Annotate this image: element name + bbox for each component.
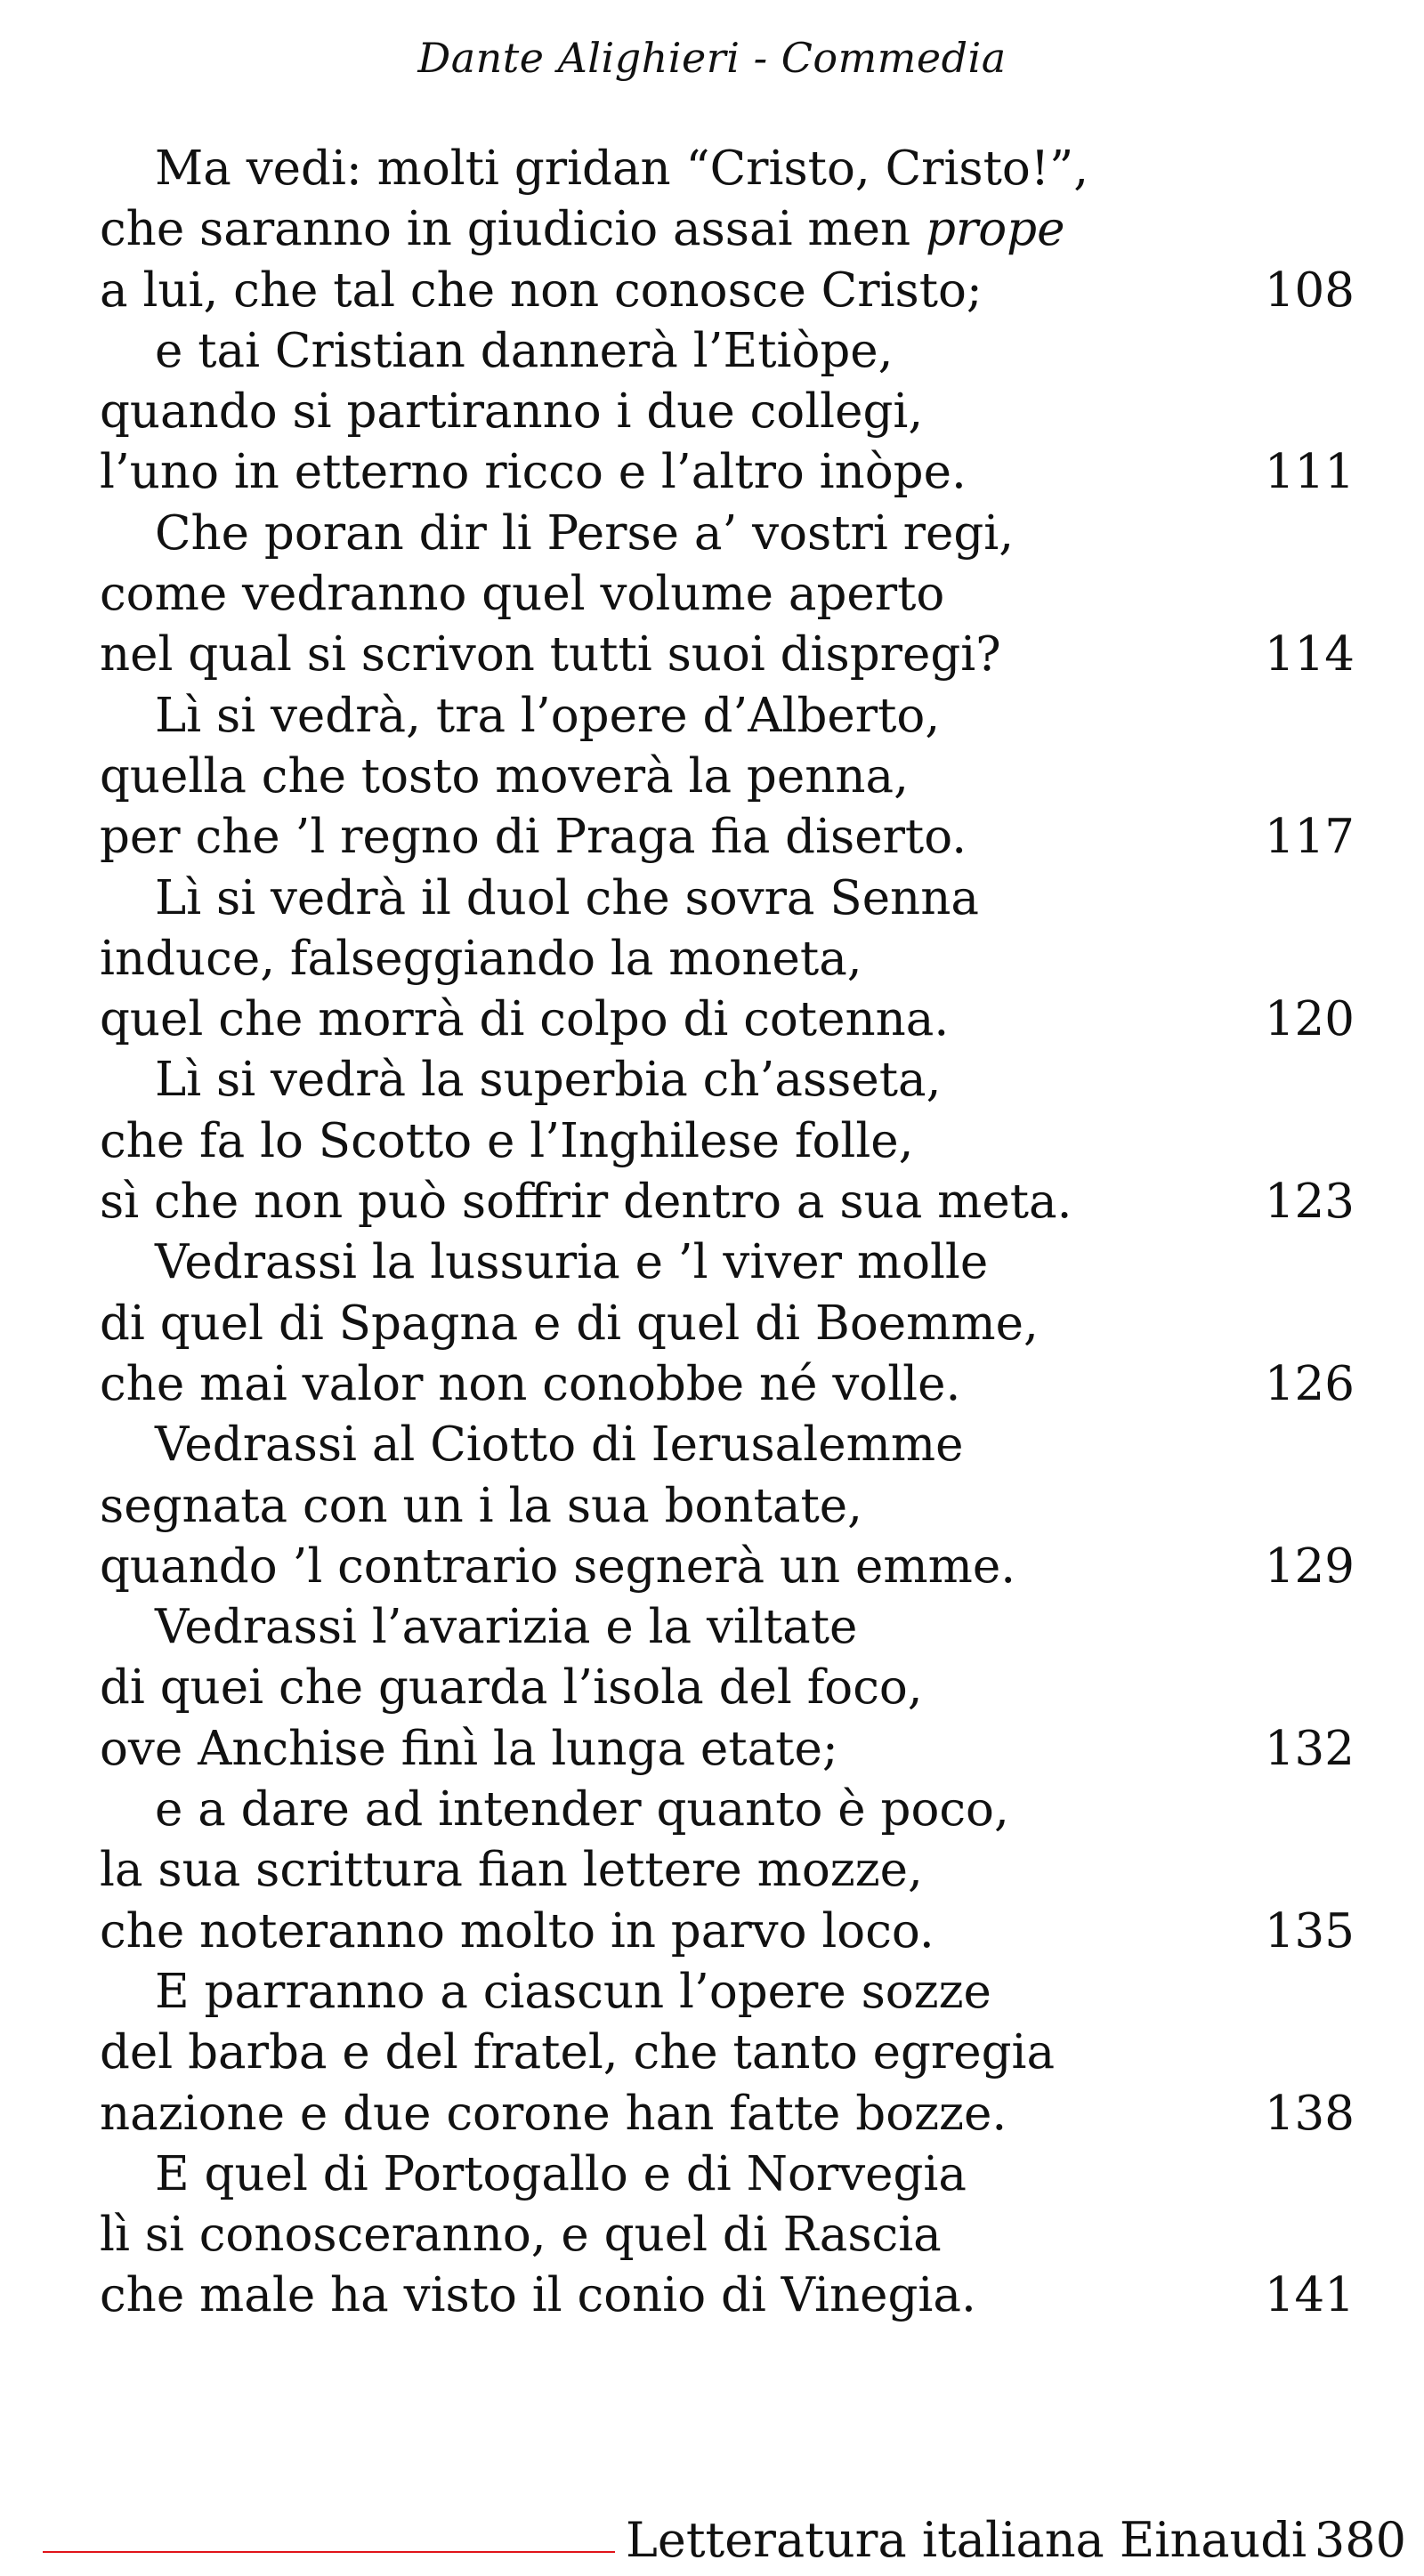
verse-text (100, 263, 983, 318)
verse-text-segment: Lì si vedrà la superbia ch’asseta, (155, 1053, 942, 1108)
verse-text (100, 567, 944, 621)
verse-line (100, 1415, 1257, 1475)
verse-text-segment: che male ha visto il conio di Vinegia. (100, 2268, 976, 2323)
verse-text-segment: a lui, che tal che non conosce Cristo; (100, 262, 983, 318)
verse-text-segment: E quel di Portogallo e di Norvegia (155, 2146, 967, 2201)
verse-text (100, 2268, 976, 2322)
verse-text-segment: Ma vedi: molti gridan “Cristo, Cristo!”, (155, 141, 1089, 196)
verse-text-segment: E parranno a ciascun l’opere sozze (155, 1964, 991, 2019)
poem-body (100, 139, 1355, 2327)
verse-line (100, 2265, 1355, 2326)
verse-line (100, 1476, 1257, 1537)
verse-text (100, 749, 909, 803)
verse-text-segment: Che poran dir li Perse a’ vostri regi, (155, 505, 1015, 561)
verse-line (100, 382, 1257, 442)
verse-line (100, 1111, 1257, 1172)
verse-text-segment: di quel di Spagna e di quel di Boemme, (100, 1296, 1039, 1351)
verse-text (100, 2025, 1055, 2079)
verse-text (100, 689, 940, 743)
line-number: 108 (1264, 262, 1355, 318)
line-number: 135 (1264, 1903, 1355, 1958)
verse-text-segment: la sua scrittura fian lettere mozze, (100, 1843, 923, 1898)
verse-line (100, 1537, 1355, 1597)
verse-text (100, 1417, 963, 1472)
verse-text (100, 1296, 1039, 1351)
verse-text (100, 1904, 934, 1958)
verse-text-segment: per che ’l regno di Praga fia diserto. (100, 810, 967, 865)
line-number: 129 (1264, 1538, 1355, 1594)
verse-text (100, 1539, 1015, 1594)
verse-line (100, 1780, 1257, 1840)
verse-text-segment: nel qual si scrivon tutti suoi dispregi? (100, 627, 1001, 682)
line-number: 123 (1264, 1175, 1355, 1230)
line-number: 117 (1264, 810, 1355, 865)
verse-text (100, 810, 967, 864)
verse-text-segment: e a dare ad intender quanto è poco, (155, 1782, 1009, 1837)
footer-rule (43, 2551, 615, 2553)
verse-text (100, 871, 979, 925)
line-number: 126 (1264, 1356, 1355, 1411)
verse-text-segment: segnata con un i la sua bontate, (100, 1478, 863, 1533)
verse-line (100, 139, 1257, 199)
verse-text (100, 2208, 942, 2262)
line-number: 141 (1264, 2268, 1355, 2323)
verse-text (100, 506, 1014, 561)
line-number: 138 (1264, 2086, 1355, 2141)
verse-line (100, 1658, 1257, 1718)
verse-line (100, 1172, 1355, 1232)
verse-line (100, 504, 1257, 564)
verse-line (100, 1354, 1355, 1415)
verse-text (100, 384, 923, 439)
verse-line (100, 442, 1355, 503)
verse-text (100, 2147, 967, 2201)
line-number: 132 (1264, 1721, 1355, 1776)
verse-text-segment: del barba e del fratel, che tanto egregia (100, 2025, 1056, 2080)
verse-italic-word: prope (926, 202, 1065, 257)
verse-text (100, 1053, 941, 1107)
verse-text-segment: che noteranno molto in parvo loco. (100, 1903, 934, 1958)
verse-line (100, 1597, 1257, 1658)
line-number: 120 (1264, 992, 1355, 1047)
verse-text (100, 1114, 914, 1168)
verse-text (100, 1235, 988, 1289)
verse-line (100, 2084, 1355, 2144)
verse-line (100, 807, 1355, 868)
verse-line (100, 1050, 1257, 1110)
verse-text-segment: quella che tosto moverà la penna, (100, 748, 909, 803)
verse-text-segment: Vedrassi la lussuria e ’l viver molle (155, 1235, 989, 1290)
verse-line (100, 199, 1257, 260)
verse-text-segment: nazione e due corone han fatte bozze. (100, 2086, 1007, 2141)
verse-text-segment: quel che morrà di colpo di cotenna. (100, 992, 950, 1047)
verse-text (100, 202, 1064, 256)
verse-line (100, 321, 1257, 382)
verse-text (100, 627, 1001, 682)
line-number: 114 (1264, 627, 1355, 682)
page-footer (0, 2500, 1424, 2572)
verse-text (100, 1722, 838, 1776)
verse-line (100, 1902, 1355, 1962)
verse-line (100, 564, 1257, 625)
running-header: Dante Alighieri - Commedia (417, 34, 1007, 82)
verse-line (100, 747, 1257, 807)
verse-line (100, 1294, 1257, 1354)
verse-text-segment: che saranno in giudicio assai men (100, 202, 926, 257)
verse-text (100, 1660, 923, 1715)
verse-line (100, 686, 1257, 747)
verse-text-segment: induce, falseggiando la moneta, (100, 931, 862, 986)
verse-text-segment: Lì si vedrà il duol che sovra Senna (155, 870, 979, 925)
verse-text (100, 141, 1088, 196)
verse-text-segment: Lì si vedrà, tra l’opere d’Alberto, (155, 688, 941, 743)
verse-line (100, 989, 1355, 1050)
verse-line (100, 1840, 1257, 1901)
publisher-name: Letteratura italiana Einaudi (626, 2512, 1307, 2568)
verse-line (100, 2144, 1257, 2205)
verse-text-segment: Vedrassi al Ciotto di Ierusalemme (155, 1417, 964, 1473)
verse-text (100, 324, 894, 378)
verse-line (100, 929, 1257, 989)
verse-text-segment: l’uno in etterno ricco e l’altro inòpe. (100, 445, 967, 500)
verse-text (100, 1782, 1009, 1837)
verse-line (100, 625, 1355, 685)
verse-text (100, 1479, 862, 1533)
verse-text-segment: quando ’l contrario segnerà un emme. (100, 1538, 1016, 1594)
verse-text-segment: di quei che guarda l’isola del foco, (100, 1660, 923, 1716)
verse-text (100, 2087, 1007, 2141)
verse-text (100, 1965, 991, 2019)
verse-text-segment: sì che non può soffrir dentro a sua meta. (100, 1175, 1072, 1230)
verse-text-segment: e tai Cristian dannerà l’Etiòpe, (155, 323, 894, 378)
verse-line (100, 868, 1257, 929)
verse-line (100, 2023, 1257, 2083)
verse-text (100, 992, 949, 1046)
verse-text-segment: come vedranno quel volume aperto (100, 567, 945, 622)
page-number: 380 (1314, 2512, 1406, 2568)
verse-line (100, 1719, 1355, 1780)
verse-line (100, 261, 1355, 321)
verse-text (100, 1175, 1072, 1229)
verse-text (100, 1357, 960, 1411)
verse-line (100, 1232, 1257, 1293)
verse-text (100, 932, 862, 986)
verse-line (100, 1962, 1257, 2023)
verse-text-segment: quando si partiranno i due collegi, (100, 384, 924, 440)
verse-line (100, 2205, 1257, 2265)
verse-text (100, 1843, 923, 1897)
verse-text (100, 1600, 857, 1654)
verse-text-segment: lì si conosceranno, e quel di Rascia (100, 2208, 942, 2263)
verse-text-segment: Vedrassi l’avarizia e la viltate (155, 1600, 858, 1655)
verse-text-segment: che mai valor non conobbe né volle. (100, 1356, 961, 1411)
verse-text-segment: ove Anchise finì la lunga etate; (100, 1721, 838, 1776)
line-number: 111 (1264, 445, 1355, 500)
verse-text-segment: che fa lo Scotto e l’Inghilese folle, (100, 1113, 914, 1168)
verse-text (100, 445, 967, 499)
